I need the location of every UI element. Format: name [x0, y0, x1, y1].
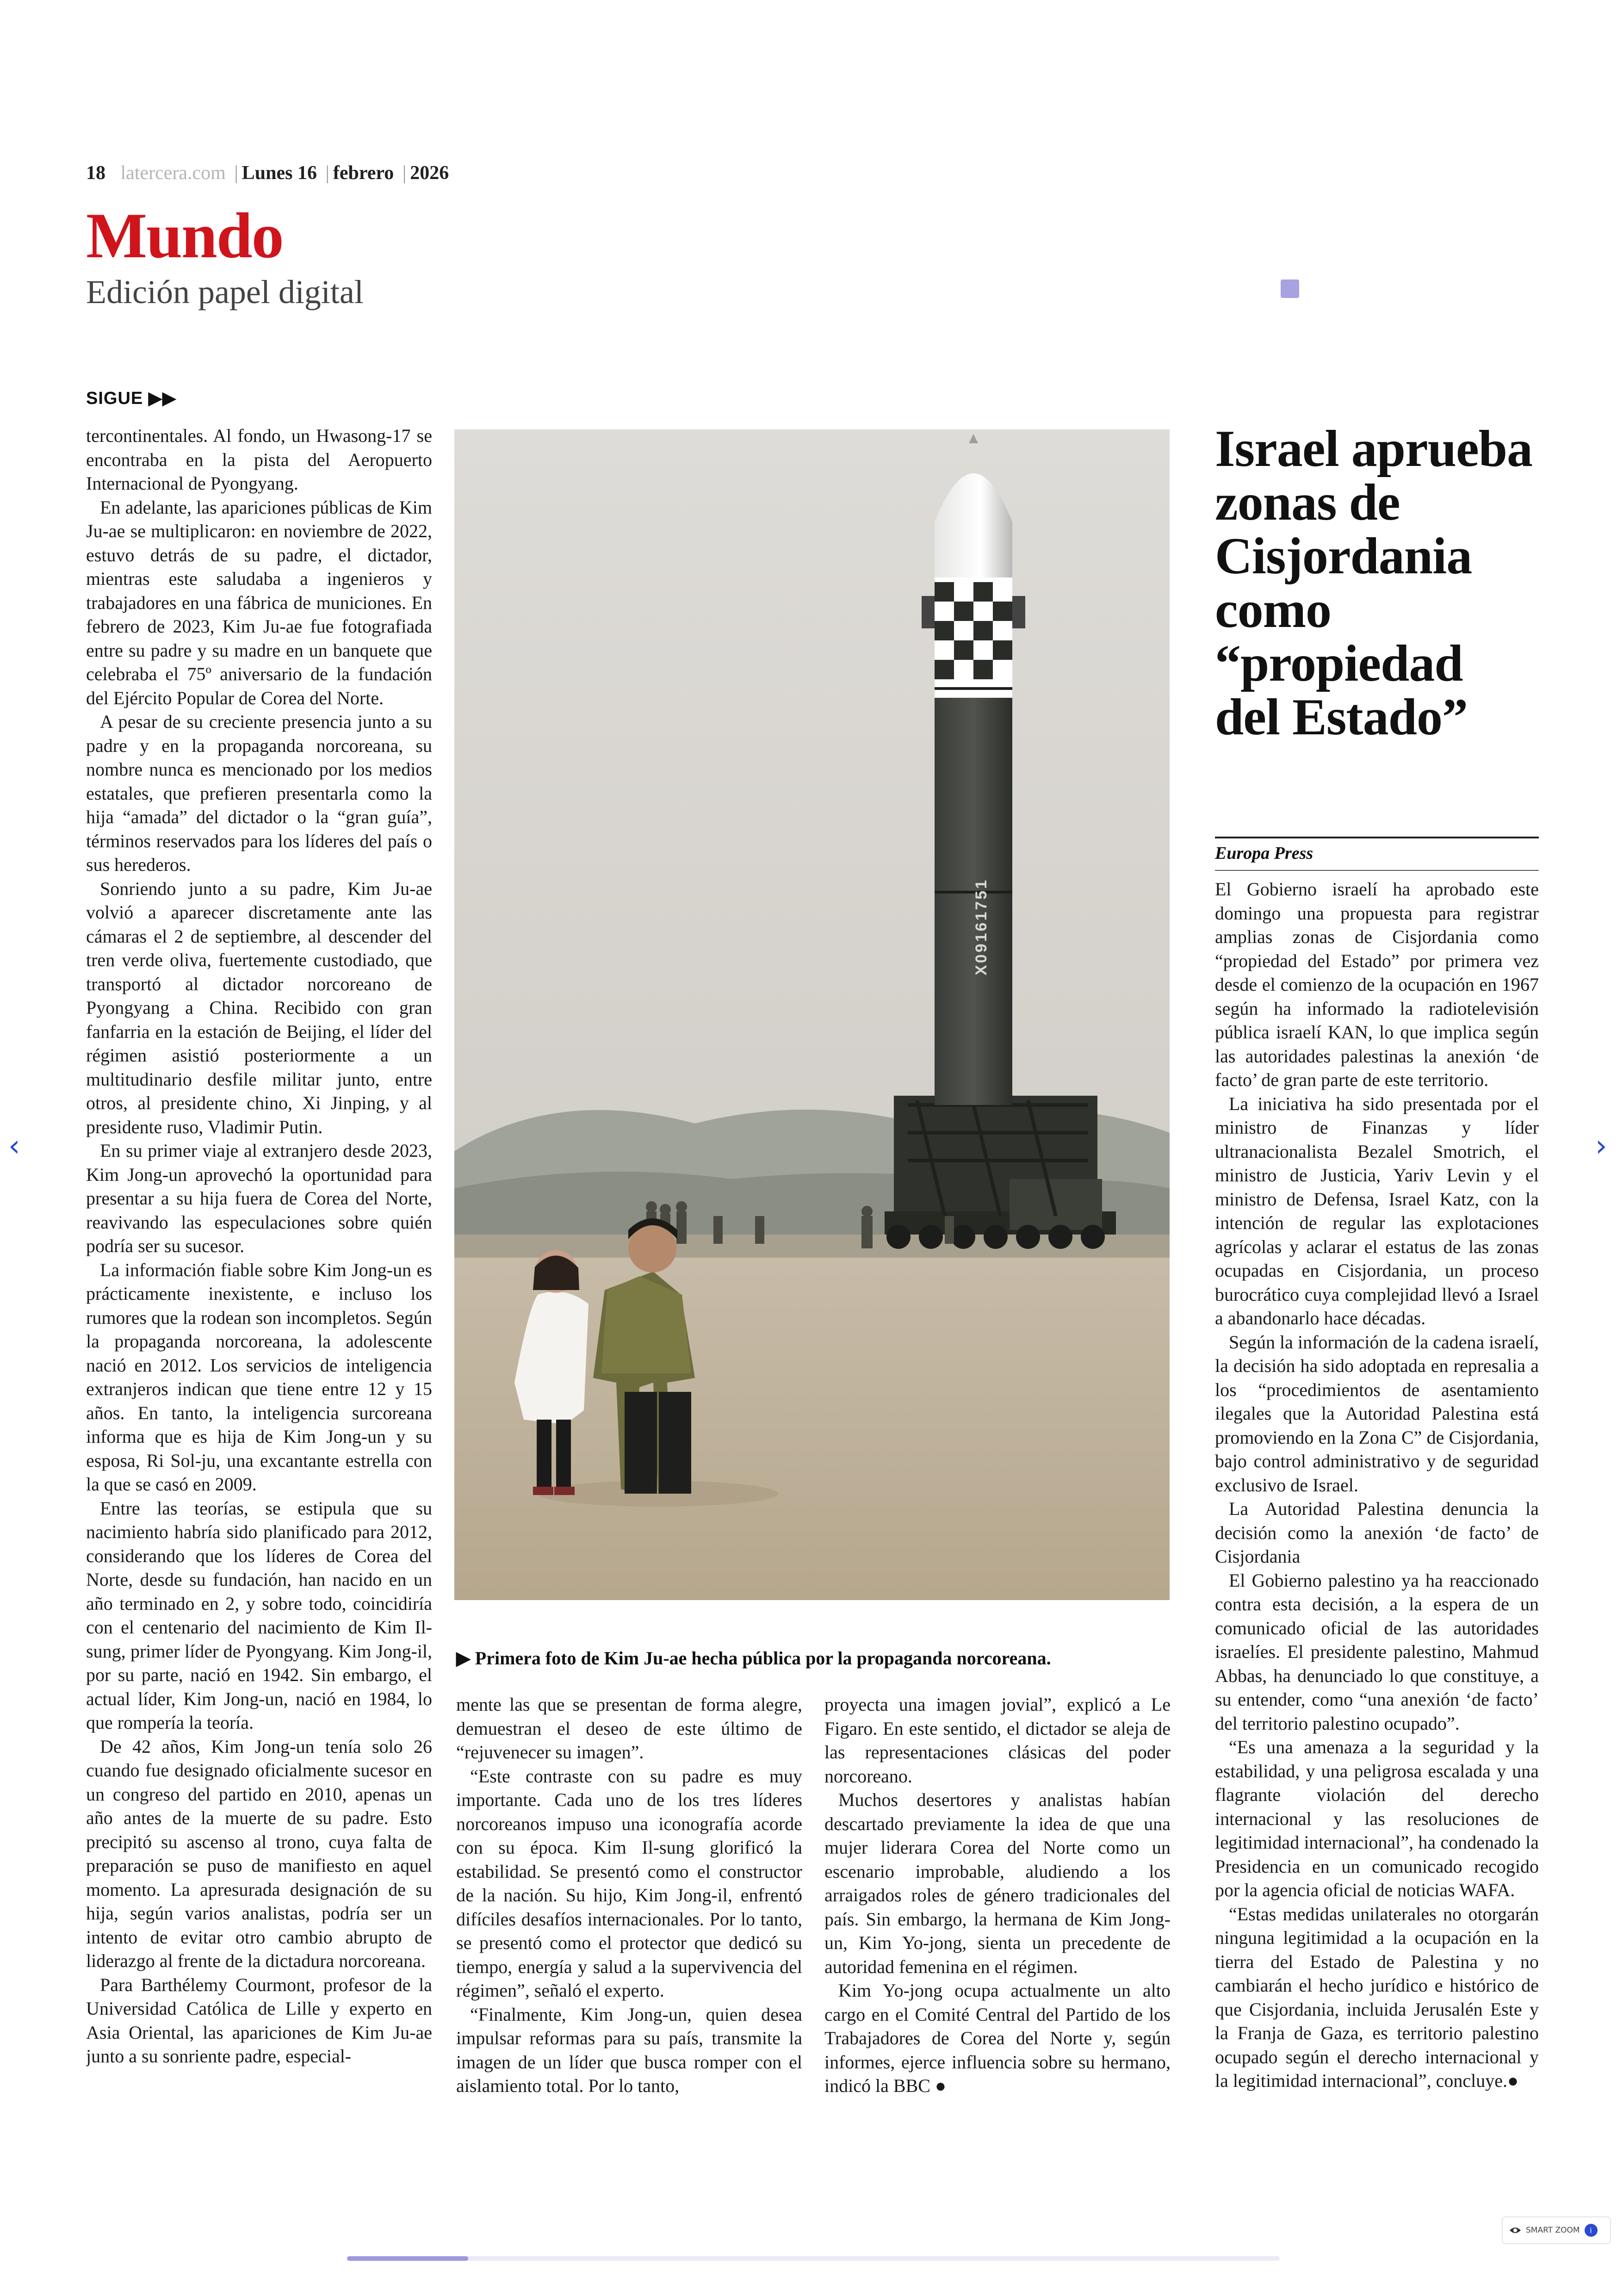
paragraph: El Gobierno israelí ha aprobado este domingo una propuesta para registrar amplias zonas de Cisjordania como “propiedad del Estado” por primera vez desde el comienzo de la ocupación en 1967 según ha informado la radiotelevisión pública israelí KAN, lo que implica según las autoridades palestinas la anexión ‘de facto’ de gran parte de este territorio.: [1215, 879, 1539, 1090]
site-name: latercera.com: [120, 162, 226, 184]
paragraph: A pesar de su creciente presencia junto a su padre y en la propaganda norcoreana, su nombre nunca es mencionado por los medios estatales, que prefieren presentarla como la hija “amada” del dictador o la “gran guía”, términos reservados para los líderes del país o sus herederos.: [86, 711, 432, 875]
paragraph: mente las que se presentan de forma alegre, demuestran el deseo de este último de “rejuvenecer su imagen”.: [456, 1694, 802, 1762]
paragraph: La iniciativa ha sido presentada por el ministro de Finanzas y líder ultranacionalista Bezalel Smotrich, el ministro de Justicia, Yariv Levin y el ministro de Defensa, Israel Katz, con la intención de regular las explotaciones agrícolas y aclarar el estatus de las zonas ocupadas en Cisjordania, un proceso burocrático cuya complejidad llevó a Israel a abandonarlo hace décadas.: [1215, 1093, 1539, 1328]
info-badge: i: [1585, 2224, 1598, 2237]
paragraph: De 42 años, Kim Jong-un tenía solo 26 cuando fue designado oficialmente sucesor en un congreso del partido en 2010, apenas un año antes de la muerte de su padre. Esto precipitó su ascenso al trono, cuya falta de preparación se puso de manifiesto en aquel momento. La apresurada designación de su hija, según varios analistas, podría ser un intento de evitar otro cambio abrupto de liderazgo al frente de la dictadura norcoreana.: [86, 1736, 432, 1971]
paragraph: Para Barthélemy Courmont, profesor de la Universidad Católica de Lille y experto en Asia Oriental, las apariciones de Kim Ju-ae junto a su sonriente padre, especial-: [86, 1974, 432, 2066]
paragraph: “Es una amenaza a la seguridad y la estabilidad, y una peligrosa escalada y una flagrante violación del derecho internacional y las resoluciones de legitimidad internacional”, ha condenado la Presidencia en un comunicado recogido por la agencia oficial de noticias WAFA.: [1215, 1737, 1539, 1900]
paragraph: En su primer viaje al extranjero desde 2023, Kim Jong-un aprovechó la oportunidad para presentar a su hija fuera de Corea del Norte, reavivando las especulaciones sobre quién podría ser su sucesor.: [86, 1140, 432, 1256]
missile-photo-illustration: [454, 429, 1170, 1600]
date-day: Lunes 16: [242, 162, 317, 184]
widget-icon[interactable]: [1281, 279, 1299, 298]
byline: Europa Press: [1215, 844, 1313, 863]
article-column-3: [824, 1693, 1171, 2137]
paragraph: “Estas medidas unilaterales no otorgarán ninguna legitimidad a la ocupación en la tierra del Estado de Palestina y no cambiarán el hecho jurídico e histórico de que Cisjordania, incluida Jerusalén Este y la Franja de Gaza, es territorio palestino ocupado según el derecho internacional y la legitimidad internacional”, concluye.●: [1215, 1903, 1539, 2091]
paragraph: Muchos desertores y analistas habían descartado previamente la idea de que una mujer liderara Corea del Norte como un escenario improbable, aludiendo a los arraigados roles de género tradicionales del país. Sin embargo, la hermana de Kim Jong-un, Kim Yo-jong, sienta un precedente de autoridad femenina en el régimen.: [824, 1789, 1171, 1977]
paragraph: Kim Yo-jong ocupa actualmente un alto cargo en el Comité Central del Partido de los Trabajadores de Corea del Norte y, según informes, ejerce influencia sobre su hermano, indicó la BBC ●: [824, 1980, 1171, 2096]
section-title: Mundo: [86, 200, 283, 272]
article-headline: Israel aprueba zonas de Cisjordania como “propiedad del Estado”: [1215, 420, 1532, 746]
article-column-right: [1215, 877, 1539, 2136]
news-photo: [454, 429, 1170, 1600]
missile: [922, 434, 1025, 1105]
divider: [1215, 837, 1539, 838]
paragraph: El Gobierno palestino ya ha reaccionado contra esta decisión, a la espera de un comunicado oficial de las autoridades israelíes. El presidente palestino, Mahmud Abbas, ha denunciado lo que constituye, a su entender, como “una anexión ‘de facto’ del territorio palestino ocupado”.: [1215, 1570, 1539, 1734]
missile-serial: X09161751: [973, 878, 990, 975]
paragraph: La información fiable sobre Kim Jong-un es prácticamente inexistente, e incluso los rumores que la rodean son incompletos. Según la propaganda norcoreana, la adolescente nació en 2012. Los servicios de inteligencia extranjeros indican que tiene entre 12 y 15 años. En tanto, la inteligencia surcoreana informa que es hija de Kim Jong-un y su esposa, Ri Sol-ju, una excantante estrella con la que se casó en 2009.: [86, 1259, 432, 1495]
continues-label: SIGUE ▶▶: [86, 389, 177, 408]
paragraph: “Finalmente, Kim Jong-un, quien desea impulsar reformas para su país, transmite la imagen de un líder que busca romper con el aislamiento total. Por lo tanto,: [456, 2004, 802, 2096]
reading-progress-fill: [347, 2256, 468, 2261]
smart-zoom-label: SMART ZOOM: [1526, 2226, 1580, 2235]
section-subtitle: Edición papel digital: [86, 273, 364, 310]
paragraph: En adelante, las apariciones públicas de Kim Ju-ae se multiplicaron: en noviembre de 2022, estuvo detrás de su padre, el dictador, mientras este saludaba a ingenieros y trabajadores en una fábrica de municiones. En febrero de 2023, Kim Ju-ae fue fotografiada entre su padre y su madre en un banquete que celebraba el 75º aniversario de la fundación del Ejército Popular de Corea del Norte.: [86, 496, 432, 708]
article-column-1: [86, 424, 432, 2131]
paragraph: proyecta una imagen jovial”, explicó a Le Figaro. En este sentido, el dictador se aleja de las representaciones clásicas del poder norcoreano.: [824, 1694, 1171, 1787]
previous-page-icon[interactable]: ‹: [8, 1129, 20, 1163]
smart-zoom-button[interactable]: [1502, 2216, 1611, 2244]
date-year: 2026: [410, 162, 449, 184]
paragraph: Entre las teorías, se estipula que su nacimiento habría sido planificado para 2012, considerando que los líderes de Corea del Norte, desde su fundación, han nacido en un año terminado en 2, y sobre todo, coincidiría con el centenario del nacimiento de Kim Il-sung, primer líder de Pyongyang. Kim Jong-il, por su parte, nació en 1942. Sin embargo, el actual líder, Kim Jong-un, nació en 1984, lo que rompería la teoría.: [86, 1497, 432, 1733]
page-number: 18: [86, 162, 105, 184]
paragraph: Sonriendo junto a su padre, Kim Ju-ae volvió a aparecer discretamente ante las cámaras el 2 de septiembre, al descender del tren verde oliva, fuertemente custodiado, que transportó al dictador norcoreano de Pyongyang a China. Recibido con gran fanfarria en la estación de Beijing, el líder del régimen asistió posteriormente a un multitudinario desfile militar junto, entre otros, al presidente chino, Xi Jinping, y al presidente ruso, Vladimir Putin.: [86, 878, 432, 1137]
next-page-icon[interactable]: ›: [1595, 1129, 1607, 1163]
paragraph: “Este contraste con su padre es muy importante. Cada uno de los tres líderes norcoreanos impuso una iconografía acorde con su época. Kim Il-sung glorificó la estabilidad. Se presentó como el constructor de la nación. Su hijo, Kim Jong-il, enfrentó difíciles desafíos internacionales. Por lo tanto, se presentó como el protector que dedicó su tiempo, energía y salud a la supervivencia del régimen”, señaló el experto.: [456, 1765, 802, 2001]
paragraph: La Autoridad Palestina denuncia la decisión como la anexión ‘de facto’ de Cisjordania: [1215, 1498, 1539, 1567]
page-header: 18 latercera.com | Lunes 16 | febrero | 2026: [86, 162, 449, 184]
missile-launcher: [885, 1096, 1116, 1249]
photo-caption: ▶ Primera foto de Kim Ju-ae hecha pública por la propaganda norcoreana.: [456, 1648, 1051, 1669]
eye-icon: [1509, 2227, 1521, 2234]
paragraph: Según la información de la cadena israelí, la decisión ha sido adoptada en represalia a los “procedimientos de asentamiento ilegales que la Autoridad Palestina está promoviendo en la Zona C” de Cisjordania, bajo control administrativo y de seguridad exclusivo de Israel.: [1215, 1331, 1539, 1496]
paragraph: tercontinentales. Al fondo, un Hwasong-17 se encontraba en la pista del Aeropuerto Internacional de Pyongyang.: [86, 425, 432, 494]
reading-progress-bar[interactable]: [347, 2256, 1280, 2261]
date-month: febrero: [333, 162, 394, 184]
divider: [1215, 870, 1539, 871]
article-column-2: [456, 1693, 802, 2137]
